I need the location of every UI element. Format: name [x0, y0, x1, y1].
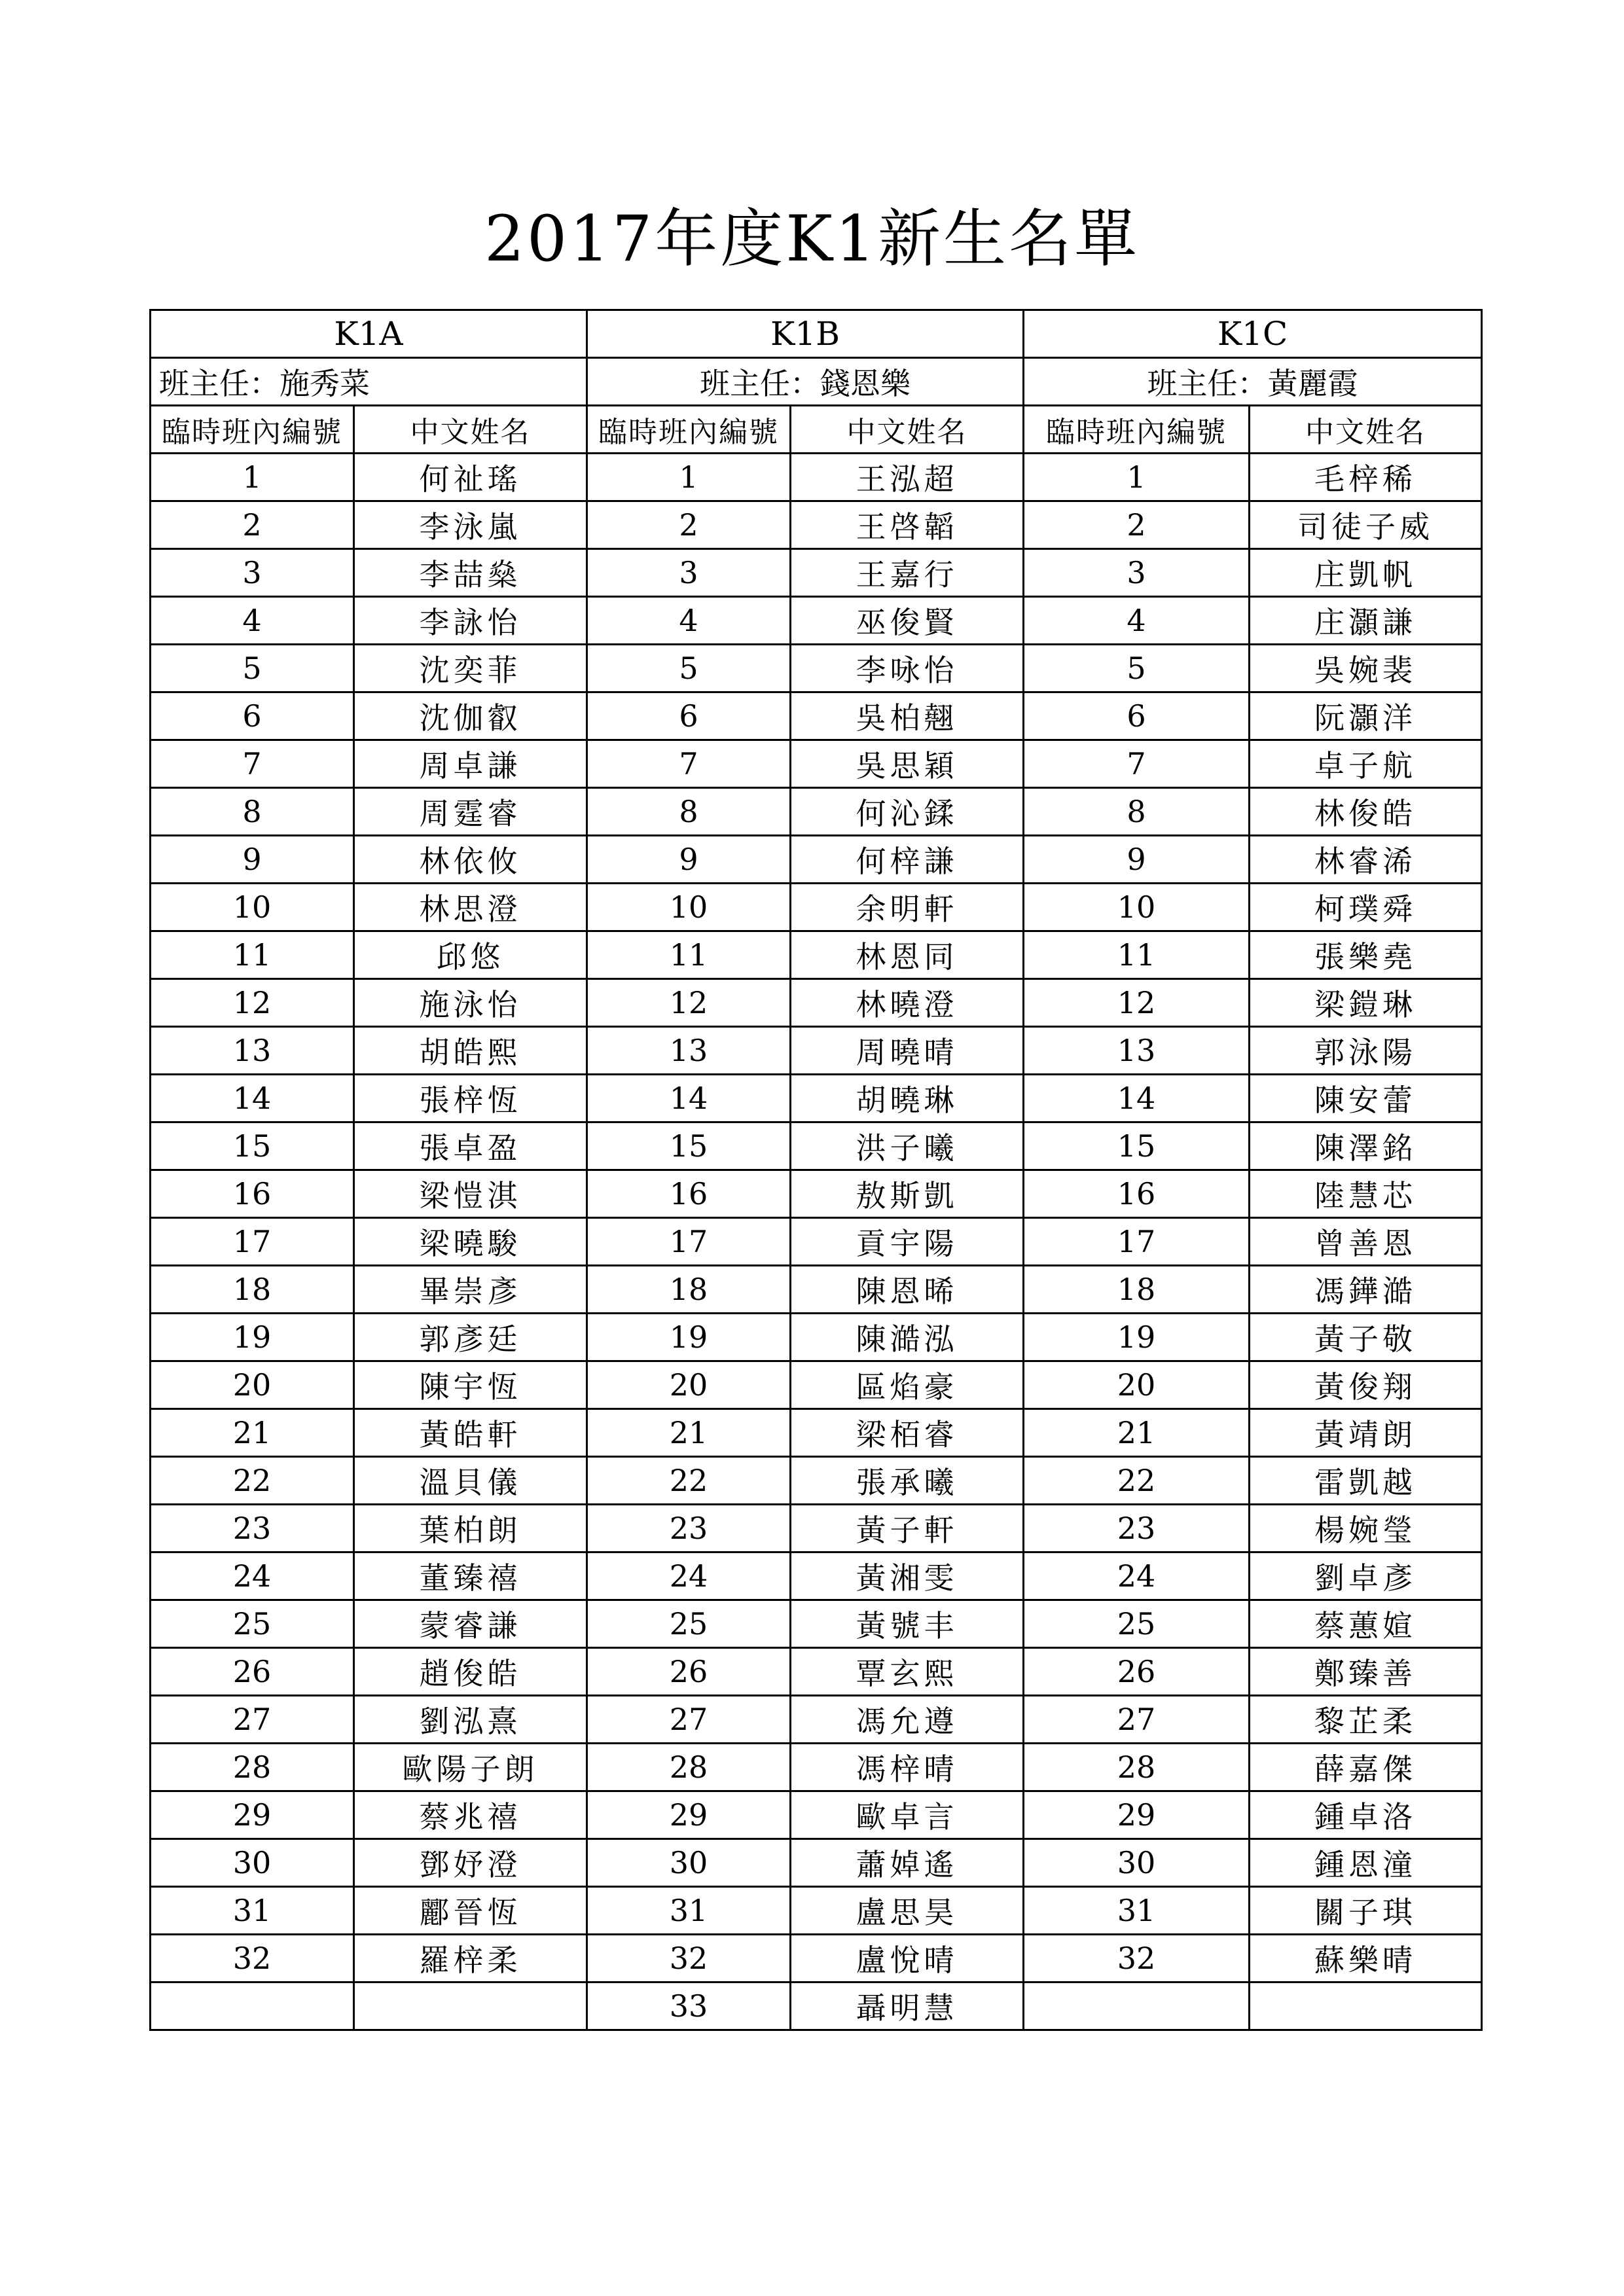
student-name-cell: 王啓韜 [791, 501, 1024, 549]
student-number-cell: 4 [587, 597, 791, 645]
student-name-cell: 馮鏵澔 [1250, 1266, 1482, 1314]
table-row [151, 454, 1482, 501]
student-name-cell: 黃子軒 [791, 1505, 1024, 1552]
student-name-cell: 司徒子威 [1250, 501, 1482, 549]
table-row [151, 1361, 1482, 1409]
student-number-cell: 30 [1024, 1839, 1250, 1887]
student-number-cell: 7 [1024, 740, 1250, 788]
student-name-cell: 余明軒 [791, 884, 1024, 931]
student-name-cell: 林曉澄 [791, 979, 1024, 1027]
table-row [151, 1122, 1482, 1170]
student-name-cell: 吳思穎 [791, 740, 1024, 788]
table-row [151, 1457, 1482, 1505]
student-name-cell: 毛梓稀 [1250, 454, 1482, 501]
student-number-cell: 17 [151, 1218, 354, 1266]
student-number-cell: 11 [1024, 931, 1250, 979]
table-row [151, 1791, 1482, 1839]
student-name-cell: 柯璞舜 [1250, 884, 1482, 931]
student-name-cell: 覃玄熙 [791, 1648, 1024, 1696]
student-name-cell: 黃皓軒 [354, 1409, 587, 1457]
student-number-cell: 20 [587, 1361, 791, 1409]
student-name-cell: 巫俊賢 [791, 597, 1024, 645]
table-row [151, 501, 1482, 549]
student-name-cell: 黃俊翔 [1250, 1361, 1482, 1409]
table-row [151, 1935, 1482, 1982]
student-number-cell: 6 [1024, 692, 1250, 740]
student-name-cell: 張卓盈 [354, 1122, 587, 1170]
student-name-cell: 馮允遵 [791, 1696, 1024, 1744]
student-number-cell: 24 [587, 1552, 791, 1600]
table-row [151, 1839, 1482, 1887]
student-number-cell: 29 [587, 1791, 791, 1839]
table-row [151, 740, 1482, 788]
teacher-row [151, 358, 1482, 406]
column-header-name: 中文姓名 [354, 406, 587, 454]
column-header-name: 中文姓名 [1250, 406, 1482, 454]
student-name-cell: 鄧妤澄 [354, 1839, 587, 1887]
student-name-cell: 歐卓言 [791, 1791, 1024, 1839]
student-number-cell: 20 [1024, 1361, 1250, 1409]
student-number-cell: 9 [1024, 836, 1250, 884]
student-name-cell: 施泳怡 [354, 979, 587, 1027]
table-row [151, 1744, 1482, 1791]
student-number-cell: 17 [1024, 1218, 1250, 1266]
student-number-cell: 22 [587, 1457, 791, 1505]
student-number-cell: 18 [587, 1266, 791, 1314]
student-name-cell: 陳澔泓 [791, 1314, 1024, 1361]
student-number-cell: 9 [151, 836, 354, 884]
student-number-cell: 7 [587, 740, 791, 788]
student-name-cell: 周霆睿 [354, 788, 587, 836]
student-number-cell: 32 [587, 1935, 791, 1982]
student-name-cell: 梁曉駿 [354, 1218, 587, 1266]
student-name-cell: 邱悠 [354, 931, 587, 979]
student-name-cell: 陳宇恆 [354, 1361, 587, 1409]
student-name-cell: 周卓謙 [354, 740, 587, 788]
student-number-cell: 26 [587, 1648, 791, 1696]
student-name-cell: 黃靖朗 [1250, 1409, 1482, 1457]
student-number-cell: 31 [151, 1887, 354, 1935]
student-name-cell: 梁栢睿 [791, 1409, 1024, 1457]
student-number-cell: 27 [1024, 1696, 1250, 1744]
student-name-cell: 李泳嵐 [354, 501, 587, 549]
student-number-cell: 19 [151, 1314, 354, 1361]
student-name-cell: 葉柏朗 [354, 1505, 587, 1552]
student-number-cell: 15 [151, 1122, 354, 1170]
student-number-cell: 10 [587, 884, 791, 931]
student-name-cell: 林依攸 [354, 836, 587, 884]
table-row [151, 979, 1482, 1027]
student-name-cell: 楊婉瑩 [1250, 1505, 1482, 1552]
student-number-cell: 3 [587, 549, 791, 597]
student-number-cell: 29 [1024, 1791, 1250, 1839]
student-name-cell: 郭彥廷 [354, 1314, 587, 1361]
student-number-cell: 11 [587, 931, 791, 979]
student-name-cell: 沈伽叡 [354, 692, 587, 740]
table-row [151, 931, 1482, 979]
student-name-cell: 王嘉行 [791, 549, 1024, 597]
student-name-cell: 何沁鍒 [791, 788, 1024, 836]
student-name-cell: 董臻禧 [354, 1552, 587, 1600]
table-row [151, 788, 1482, 836]
student-name-cell: 吳柏翹 [791, 692, 1024, 740]
table-row [151, 1552, 1482, 1600]
class-name-k1c: K1C [1024, 310, 1482, 358]
student-name-cell: 劉泓熹 [354, 1696, 587, 1744]
table-row [151, 1266, 1482, 1314]
student-name-cell: 吳婉裴 [1250, 645, 1482, 692]
student-name-cell: 溫貝儀 [354, 1457, 587, 1505]
student-name-cell: 黃號丰 [791, 1600, 1024, 1648]
student-number-cell: 27 [587, 1696, 791, 1744]
student-number-cell: 16 [151, 1170, 354, 1218]
roster-table [149, 309, 1483, 2031]
student-name-cell: 蘇樂晴 [1250, 1935, 1482, 1982]
table-row [151, 1075, 1482, 1122]
student-name-cell: 酈晉恆 [354, 1887, 587, 1935]
student-name-cell: 鍾卓洛 [1250, 1791, 1482, 1839]
student-number-cell: 2 [587, 501, 791, 549]
table-row [151, 1505, 1482, 1552]
student-name-cell: 鍾恩潼 [1250, 1839, 1482, 1887]
student-number-cell: 1 [151, 454, 354, 501]
student-name-cell: 陳安蕾 [1250, 1075, 1482, 1122]
student-name-cell: 黃湘雯 [791, 1552, 1024, 1600]
student-name-cell: 陳澤銘 [1250, 1122, 1482, 1170]
student-number-cell: 8 [1024, 788, 1250, 836]
student-number-cell: 12 [587, 979, 791, 1027]
student-number-cell: 30 [151, 1839, 354, 1887]
student-name-cell: 郭泳陽 [1250, 1027, 1482, 1075]
table-row [151, 692, 1482, 740]
student-name-cell: 黎芷柔 [1250, 1696, 1482, 1744]
student-name-cell: 洪子曦 [791, 1122, 1024, 1170]
student-number-cell: 8 [151, 788, 354, 836]
student-number-cell: 17 [587, 1218, 791, 1266]
student-number-cell: 14 [1024, 1075, 1250, 1122]
student-name-cell: 張梓恆 [354, 1075, 587, 1122]
column-header-name: 中文姓名 [791, 406, 1024, 454]
student-number-cell: 24 [1024, 1552, 1250, 1600]
student-number-cell: 4 [151, 597, 354, 645]
student-name-cell: 薛嘉傑 [1250, 1744, 1482, 1791]
student-number-cell: 13 [151, 1027, 354, 1075]
student-name-cell: 王泓超 [791, 454, 1024, 501]
student-number-cell: 18 [1024, 1266, 1250, 1314]
table-row [151, 1887, 1482, 1935]
student-number-cell: 31 [1024, 1887, 1250, 1935]
student-number-cell [151, 1982, 354, 2030]
student-number-cell: 21 [587, 1409, 791, 1457]
student-number-cell: 24 [151, 1552, 354, 1600]
table-row [151, 1218, 1482, 1266]
student-name-cell: 李詠怡 [354, 597, 587, 645]
student-name-cell: 林睿浠 [1250, 836, 1482, 884]
student-number-cell: 25 [587, 1600, 791, 1648]
student-number-cell: 19 [1024, 1314, 1250, 1361]
student-name-cell: 趙俊皓 [354, 1648, 587, 1696]
student-number-cell: 13 [1024, 1027, 1250, 1075]
student-number-cell: 26 [151, 1648, 354, 1696]
student-number-cell: 22 [1024, 1457, 1250, 1505]
student-name-cell: 林思澄 [354, 884, 587, 931]
student-name-cell: 庄灝謙 [1250, 597, 1482, 645]
student-number-cell: 11 [151, 931, 354, 979]
student-number-cell: 7 [151, 740, 354, 788]
student-name-cell: 盧悅晴 [791, 1935, 1024, 1982]
student-number-cell: 5 [587, 645, 791, 692]
student-number-cell: 6 [151, 692, 354, 740]
class-name-k1a: K1A [151, 310, 587, 358]
student-number-cell: 26 [1024, 1648, 1250, 1696]
student-name-cell [354, 1982, 587, 2030]
table-row [151, 549, 1482, 597]
student-number-cell: 5 [1024, 645, 1250, 692]
student-number-cell: 8 [587, 788, 791, 836]
student-name-cell: 雷凱越 [1250, 1457, 1482, 1505]
student-name-cell: 張樂堯 [1250, 931, 1482, 979]
student-name-cell: 陳恩晞 [791, 1266, 1024, 1314]
class-name-k1b: K1B [587, 310, 1024, 358]
student-number-cell: 32 [151, 1935, 354, 1982]
student-number-cell: 3 [151, 549, 354, 597]
student-name-cell: 貢宇陽 [791, 1218, 1024, 1266]
student-name-cell: 黃子敬 [1250, 1314, 1482, 1361]
table-row [151, 1314, 1482, 1361]
student-number-cell: 23 [1024, 1505, 1250, 1552]
teacher-k1c: 班主任：黃麗霞 [1024, 358, 1482, 406]
student-number-cell: 33 [587, 1982, 791, 2030]
student-number-cell: 15 [1024, 1122, 1250, 1170]
column-header-row [151, 406, 1482, 454]
page-title: 2017年度K1新生名單 [484, 202, 1140, 276]
student-number-cell: 10 [1024, 884, 1250, 931]
student-number-cell: 12 [151, 979, 354, 1027]
student-name-cell: 盧思昊 [791, 1887, 1024, 1935]
student-name-cell: 沈奕菲 [354, 645, 587, 692]
student-name-cell: 鄭臻善 [1250, 1648, 1482, 1696]
student-number-cell: 5 [151, 645, 354, 692]
student-name-cell: 阮灝洋 [1250, 692, 1482, 740]
table-row [151, 1027, 1482, 1075]
student-number-cell: 3 [1024, 549, 1250, 597]
student-number-cell: 20 [151, 1361, 354, 1409]
table-row [151, 1170, 1482, 1218]
student-name-cell: 馮梓晴 [791, 1744, 1024, 1791]
teacher-k1b: 班主任：錢恩樂 [587, 358, 1024, 406]
student-number-cell: 2 [1024, 501, 1250, 549]
student-number-cell: 30 [587, 1839, 791, 1887]
table-row [151, 1409, 1482, 1457]
student-number-cell: 23 [587, 1505, 791, 1552]
student-number-cell [1024, 1982, 1250, 2030]
student-name-cell [1250, 1982, 1482, 2030]
student-number-cell: 25 [1024, 1600, 1250, 1648]
student-number-cell: 27 [151, 1696, 354, 1744]
student-name-cell: 羅梓柔 [354, 1935, 587, 1982]
student-name-cell: 梁鎧琳 [1250, 979, 1482, 1027]
column-header-number: 臨時班內編號 [587, 406, 791, 454]
student-name-cell: 敖斯凱 [791, 1170, 1024, 1218]
student-number-cell: 1 [1024, 454, 1250, 501]
student-name-cell: 聶明慧 [791, 1982, 1024, 2030]
student-name-cell: 蕭婥遙 [791, 1839, 1024, 1887]
student-name-cell: 區焰豪 [791, 1361, 1024, 1409]
student-name-cell: 庄凱帆 [1250, 549, 1482, 597]
student-number-cell: 2 [151, 501, 354, 549]
student-name-cell: 卓子航 [1250, 740, 1482, 788]
student-name-cell: 蒙睿謙 [354, 1600, 587, 1648]
student-number-cell: 10 [151, 884, 354, 931]
student-name-cell: 劉卓彥 [1250, 1552, 1482, 1600]
student-name-cell: 何祉瑤 [354, 454, 587, 501]
student-number-cell: 16 [1024, 1170, 1250, 1218]
column-header-number: 臨時班內編號 [151, 406, 354, 454]
student-number-cell: 21 [151, 1409, 354, 1457]
student-number-cell: 28 [587, 1744, 791, 1791]
student-name-cell: 陸慧芯 [1250, 1170, 1482, 1218]
student-name-cell: 林俊皓 [1250, 788, 1482, 836]
student-name-cell: 李喆燊 [354, 549, 587, 597]
student-name-cell: 李咏怡 [791, 645, 1024, 692]
table-row [151, 1648, 1482, 1696]
teacher-k1a: 班主任：施秀菜 [151, 358, 587, 406]
student-number-cell: 14 [151, 1075, 354, 1122]
student-name-cell: 張承曦 [791, 1457, 1024, 1505]
student-number-cell: 12 [1024, 979, 1250, 1027]
student-name-cell: 曾善恩 [1250, 1218, 1482, 1266]
student-number-cell: 16 [587, 1170, 791, 1218]
table-row [151, 1982, 1482, 2030]
student-number-cell: 29 [151, 1791, 354, 1839]
table-row [151, 597, 1482, 645]
student-number-cell: 6 [587, 692, 791, 740]
student-name-cell: 周曉晴 [791, 1027, 1024, 1075]
student-number-cell: 25 [151, 1600, 354, 1648]
student-number-cell: 28 [151, 1744, 354, 1791]
student-number-cell: 23 [151, 1505, 354, 1552]
student-name-cell: 胡曉琳 [791, 1075, 1024, 1122]
roster-body [151, 454, 1482, 2030]
table-row [151, 1600, 1482, 1648]
student-name-cell: 林恩同 [791, 931, 1024, 979]
student-number-cell: 19 [587, 1314, 791, 1361]
student-name-cell: 畢崇彥 [354, 1266, 587, 1314]
student-number-cell: 1 [587, 454, 791, 501]
student-number-cell: 21 [1024, 1409, 1250, 1457]
student-number-cell: 22 [151, 1457, 354, 1505]
student-name-cell: 歐陽子朗 [354, 1744, 587, 1791]
table-row [151, 884, 1482, 931]
student-number-cell: 14 [587, 1075, 791, 1122]
student-number-cell: 4 [1024, 597, 1250, 645]
student-name-cell: 關子琪 [1250, 1887, 1482, 1935]
table-row [151, 645, 1482, 692]
student-number-cell: 18 [151, 1266, 354, 1314]
student-number-cell: 31 [587, 1887, 791, 1935]
student-number-cell: 13 [587, 1027, 791, 1075]
table-row [151, 1696, 1482, 1744]
column-header-number: 臨時班內編號 [1024, 406, 1250, 454]
table-row [151, 836, 1482, 884]
student-number-cell: 28 [1024, 1744, 1250, 1791]
student-number-cell: 15 [587, 1122, 791, 1170]
student-name-cell: 蔡蕙媗 [1250, 1600, 1482, 1648]
student-name-cell: 蔡兆禧 [354, 1791, 587, 1839]
student-name-cell: 何梓謙 [791, 836, 1024, 884]
class-header-row [151, 310, 1482, 358]
student-number-cell: 9 [587, 836, 791, 884]
student-name-cell: 梁愷淇 [354, 1170, 587, 1218]
student-number-cell: 32 [1024, 1935, 1250, 1982]
student-name-cell: 胡皓熙 [354, 1027, 587, 1075]
